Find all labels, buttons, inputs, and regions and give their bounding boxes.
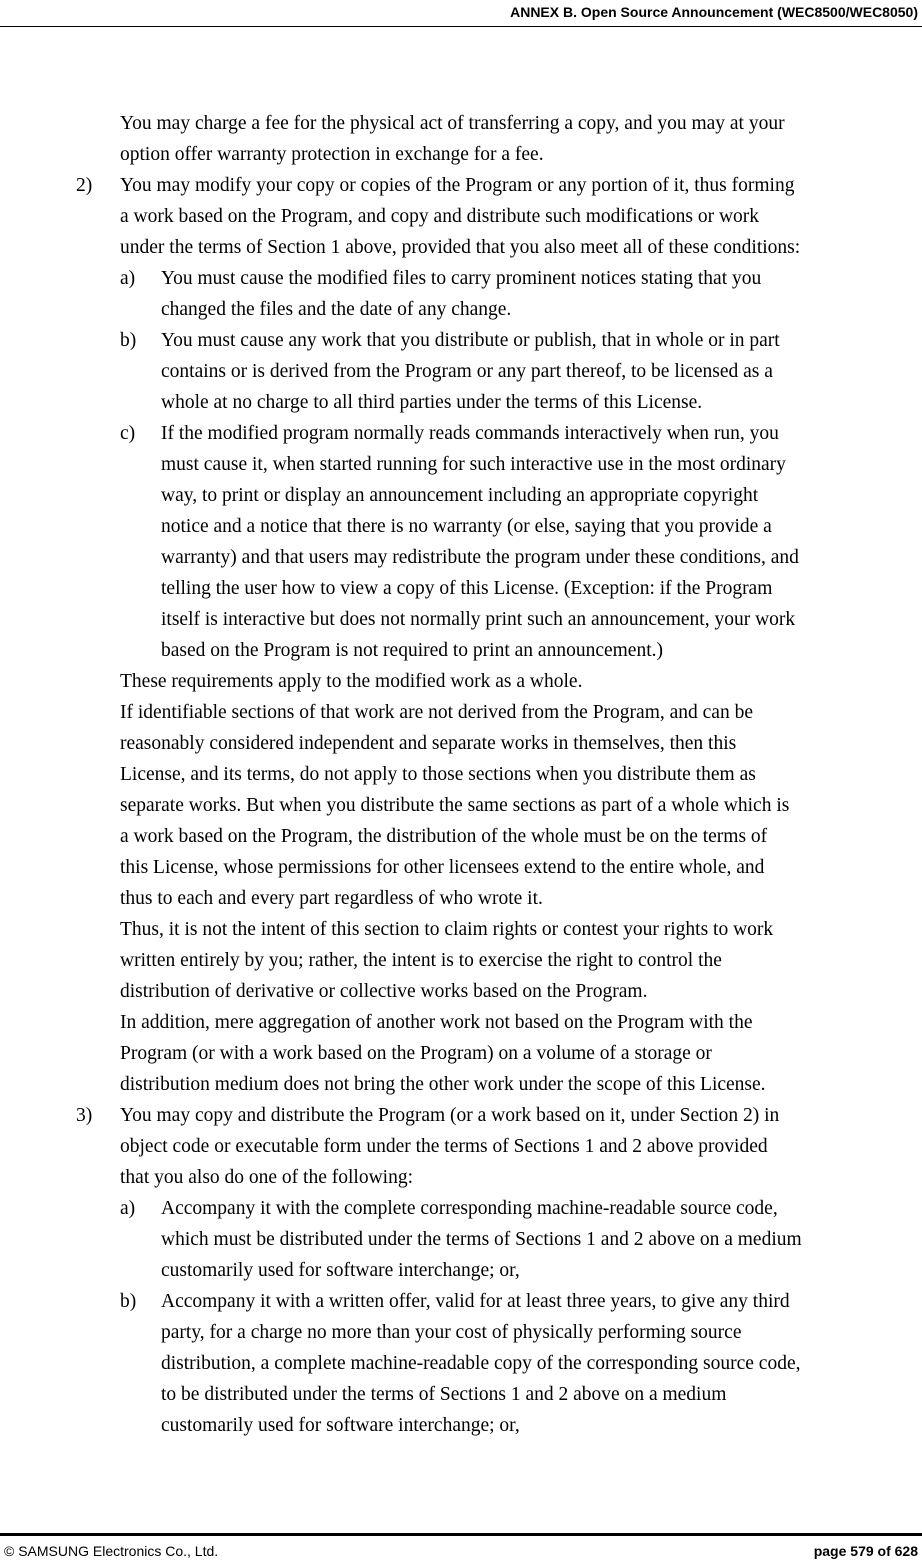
text-line: These requirements apply to the modified work as a whole. xyxy=(120,671,583,692)
text-line: way, to print or display an announcement including an appropriate copyright xyxy=(161,485,759,506)
text-line: reasonably considered independent and separate works in themselves, then this xyxy=(120,733,737,754)
text-line: If the modified program normally reads commands interactively when run, you xyxy=(161,423,779,444)
text-line: contains or is derived from the Program or any part thereof, to be licensed as a xyxy=(161,361,773,382)
text-line: this License, whose permissions for other licensees extend to the entire whole, and xyxy=(120,857,765,878)
text-line: changed the files and the date of any change. xyxy=(161,299,512,320)
text-line: Thus, it is not the intent of this section to claim rights or contest your rights to work xyxy=(120,919,774,940)
text-line: warranty) and that users may redistribute the program under these conditions, and xyxy=(161,547,799,568)
text-line: to be distributed under the terms of Sections 1 and 2 above on a medium xyxy=(161,1384,727,1405)
text-line: written entirely by you; rather, the intent is to exercise the right to control the xyxy=(120,950,722,971)
footer-divider xyxy=(0,1533,922,1536)
text-line: distribution of derivative or collective works based on the Program. xyxy=(120,981,648,1002)
text-line: a work based on the Program, and copy and distribute such modifications or work xyxy=(120,206,760,227)
list-marker: a) xyxy=(120,268,136,289)
text-line: whole at no charge to all third parties under the terms of this License. xyxy=(161,392,703,413)
text-line: You must cause the modified files to carry prominent notices stating that you xyxy=(161,268,762,289)
list-marker: a) xyxy=(120,1198,136,1219)
text-line: party, for a charge no more than your cost of physically performing source xyxy=(161,1322,742,1343)
text-line: You may modify your copy or copies of the Program or any portion of it, thus forming xyxy=(120,175,795,196)
text-line: distribution medium does not bring the other work under the scope of this License. xyxy=(120,1074,766,1095)
page-header-title: ANNEX B. Open Source Announcement (WEC8500/WEC8050) xyxy=(510,4,918,20)
text-line: based on the Program is not required to print an announcement.) xyxy=(161,640,663,661)
footer-copyright: © SAMSUNG Electronics Co., Ltd. xyxy=(4,1543,219,1559)
header-divider xyxy=(0,26,922,27)
list-marker: b) xyxy=(120,1291,137,1312)
text-line: a work based on the Program, the distribution of the whole must be on the terms of xyxy=(120,826,768,847)
text-line: thus to each and every part regardless of who wrote it. xyxy=(120,888,543,909)
text-line: You may copy and distribute the Program (or a work based on it, under Section 2) in xyxy=(120,1105,780,1126)
text-line: notice and a notice that there is no warranty (or else, saying that you provide a xyxy=(161,516,772,537)
text-line: object code or executable form under the terms of Sections 1 and 2 above provided xyxy=(120,1136,768,1157)
text-line: In addition, mere aggregation of another work not based on the Program with the xyxy=(120,1012,753,1033)
list-marker: c) xyxy=(120,423,136,444)
text-line: must cause it, when started running for such interactive use in the most ordinary xyxy=(161,454,786,475)
text-line: Accompany it with a written offer, valid for at least three years, to give any third xyxy=(161,1291,790,1312)
text-line: customarily used for software interchange; or, xyxy=(161,1415,520,1436)
list-marker: b) xyxy=(120,330,137,351)
text-line: Program (or with a work based on the Program) on a volume of a storage or xyxy=(120,1043,712,1064)
text-line: You must cause any work that you distribute or publish, that in whole or in part xyxy=(161,330,780,351)
text-line: under the terms of Section 1 above, provided that you also meet all of these conditions: xyxy=(120,237,801,258)
text-line: You may charge a fee for the physical act of transferring a copy, and you may at your xyxy=(120,113,785,134)
text-line: telling the user how to view a copy of this License. (Exception: if the Program xyxy=(161,578,773,599)
text-line: If identifiable sections of that work are not derived from the Program, and can be xyxy=(120,702,753,723)
text-line: itself is interactive but does not normally print such an announcement, your work xyxy=(161,609,796,630)
page-number: page 579 of 628 xyxy=(813,1543,918,1559)
text-line: which must be distributed under the terms of Sections 1 and 2 above on a medium xyxy=(161,1229,802,1250)
text-line: License, and its terms, do not apply to those sections when you distribute them as xyxy=(120,764,756,785)
list-marker: 3) xyxy=(76,1105,93,1126)
list-marker: 2) xyxy=(76,175,93,196)
text-line: separate works. But when you distribute the same sections as part of a whole which is xyxy=(120,795,790,816)
text-line: Accompany it with the complete corresponding machine-readable source code, xyxy=(161,1198,778,1219)
text-line: that you also do one of the following: xyxy=(120,1167,413,1188)
text-line: customarily used for software interchange; or, xyxy=(161,1260,520,1281)
text-line: distribution, a complete machine-readable copy of the corresponding source code, xyxy=(161,1353,801,1374)
text-line: option offer warranty protection in exchange for a fee. xyxy=(120,144,544,165)
